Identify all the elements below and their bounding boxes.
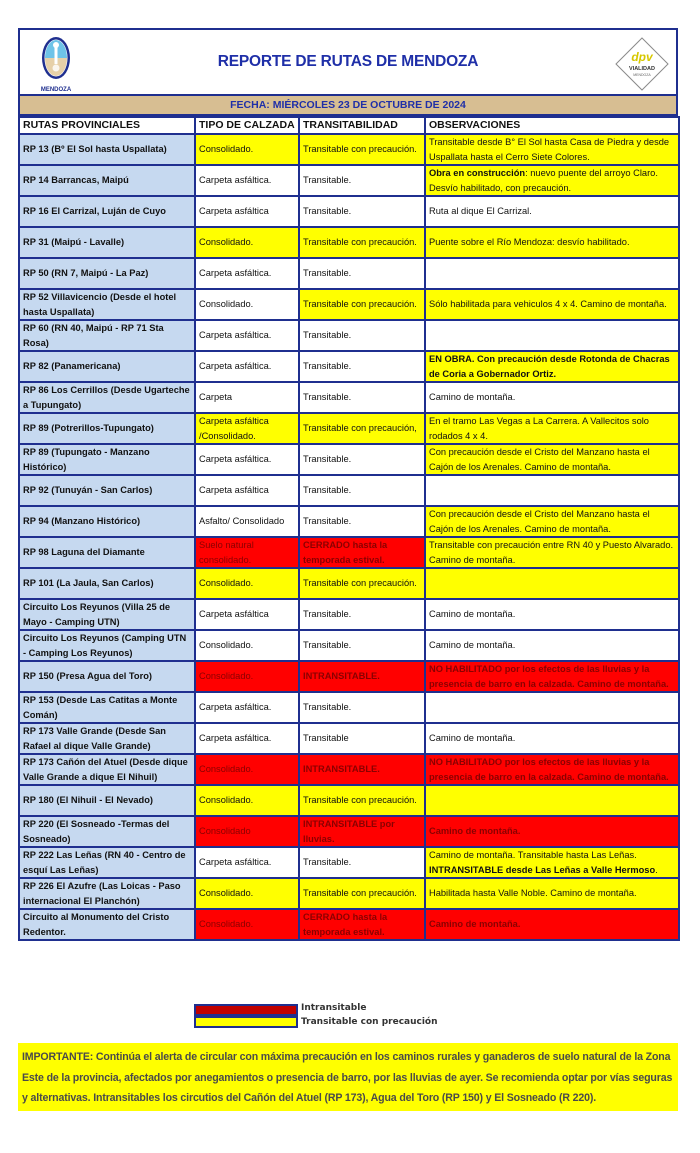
route-name-cell [19, 258, 195, 289]
transitability-status: CERRADO hasta la temporada estival. [303, 540, 388, 565]
observations-cell [425, 227, 679, 258]
observation-highlight: INTRANSITABLE desde Las Leñas a Valle Hermoso [429, 864, 656, 875]
observation-text: Puente sobre el Río Mendoza: desvío habilitado. [429, 237, 630, 248]
legend-label-precaution: Transitable con precaución [301, 1017, 438, 1027]
observation-text: Con precaución desde el Cristo del Manzano hasta el Cajón de los Arenales. Camino de montaña. [429, 447, 650, 472]
observations-cell [425, 847, 679, 878]
observations-cell [425, 599, 679, 630]
route-name-cell [19, 909, 195, 940]
pavement-type: Consolidado [199, 826, 251, 837]
pavement-type-cell [195, 630, 299, 661]
route-name: RP 101 (La Jaula, San Carlos) [23, 578, 154, 589]
route-name-cell [19, 878, 195, 909]
table-row [19, 847, 679, 878]
route-name-cell [19, 754, 195, 785]
report-date: FECHA: MIÉRCOLES 23 DE OCTUBRE DE 2024 [18, 94, 678, 116]
column-header-observations: OBSERVACIONES [425, 117, 679, 134]
observations-cell [425, 506, 679, 537]
table-row [19, 227, 679, 258]
table-row [19, 878, 679, 909]
observations-cell [425, 754, 679, 785]
route-name-cell [19, 134, 195, 165]
table-row [19, 692, 679, 723]
transitability-cell [299, 506, 425, 537]
observations-cell [425, 723, 679, 754]
pavement-type-cell [195, 909, 299, 940]
observation-text: Habilitada hasta Valle Noble. Camino de montaña. [429, 888, 637, 899]
transitability-status: Transitable con precaución. [303, 888, 417, 899]
route-name-cell [19, 692, 195, 723]
table-row [19, 661, 679, 692]
observation-text: Camino de montaña. Transitable hasta Las Leñas. [429, 850, 637, 860]
pavement-type: Consolidado. [199, 764, 254, 775]
observations-cell [425, 661, 679, 692]
observations-cell [425, 816, 679, 847]
observations-cell [425, 382, 679, 413]
observation-text: Camino de montaña. [429, 640, 516, 651]
transitability-cell [299, 785, 425, 816]
table-row [19, 568, 679, 599]
pavement-type-cell [195, 134, 299, 165]
route-name-cell [19, 630, 195, 661]
table-row [19, 165, 679, 196]
route-name-cell [19, 444, 195, 475]
observation-text: Camino de montaña. [429, 733, 516, 744]
route-report-sheet [18, 28, 678, 941]
pavement-type: Consolidado. [199, 671, 254, 682]
route-name: RP 89 (Potrerillos-Tupungato) [23, 423, 154, 434]
route-name: Circuito al Monumento del Cristo Redentor. [23, 912, 170, 937]
transitability-cell [299, 816, 425, 847]
pavement-type: Carpeta asfáltica. [199, 330, 272, 341]
observation-text: Camino de montaña. [429, 392, 516, 403]
pavement-type: Carpeta asfáltica. [199, 702, 272, 713]
pavement-type: Consolidado. [199, 640, 254, 651]
transitability-cell [299, 599, 425, 630]
transitability-status: Transitable. [303, 392, 352, 403]
pavement-type-cell [195, 196, 299, 227]
observations-cell [425, 444, 679, 475]
vialidad-logo-icon [614, 36, 670, 92]
transitability-cell [299, 382, 425, 413]
observation-text: Ruta al dique El Carrizal. [429, 206, 532, 217]
important-notice: IMPORTANTE: Continúa el alerta de circular con máxima precaución en los caminos rurales y ganaderos de suelo natural de la Zona Este de la provincia, afectados por anegamientos o presencia de barro, por las lluvias de ayer. Se recomienda optar por vías seguras y alternativas. Intransitables los circutios del Cañón del Atuel (RP 173), Agua del Toro (RP 150) y El Sosneado (R 220). [18, 1043, 678, 1111]
pavement-type-cell [195, 320, 299, 351]
pavement-type: Consolidado. [199, 578, 254, 589]
pavement-type: Carpeta asfáltica. [199, 454, 272, 465]
routes-table [18, 116, 680, 941]
pavement-type-cell [195, 258, 299, 289]
pavement-type-cell [195, 382, 299, 413]
transitability-cell [299, 537, 425, 568]
transitability-status: Transitable con precaución. [303, 299, 417, 310]
pavement-type: Consolidado. [199, 299, 254, 310]
transitability-cell [299, 134, 425, 165]
route-name-cell [19, 723, 195, 754]
logo-left-label: MENDOZA [40, 87, 72, 93]
table-row [19, 413, 679, 444]
table-row [19, 258, 679, 289]
route-name-cell [19, 847, 195, 878]
pavement-type: Carpeta asfáltica [199, 206, 269, 217]
route-name: RP 173 Valle Grande (Desde San Rafael al dique Valle Grande) [23, 726, 166, 751]
table-row [19, 506, 679, 537]
route-name: RP 82 (Panamericana) [23, 361, 121, 372]
observations-cell [425, 258, 679, 289]
pavement-type-cell [195, 413, 299, 444]
route-name-cell [19, 413, 195, 444]
observations-cell [425, 413, 679, 444]
pavement-type-cell [195, 537, 299, 568]
pavement-type-cell [195, 599, 299, 630]
pavement-type: Carpeta asfáltica. [199, 857, 272, 868]
observations-cell [425, 320, 679, 351]
transitability-cell [299, 909, 425, 940]
transitability-status: Transitable. [303, 454, 352, 465]
pavement-type: Carpeta asfáltica. [199, 268, 272, 279]
column-header-routes: RUTAS PROVINCIALES [19, 117, 195, 134]
observation-text: Con precaución desde el Cristo del Manzano hasta el Cajón de los Arenales. Camino de montaña. [429, 509, 650, 534]
observation-text: Camino de montaña. [429, 609, 516, 620]
route-name: RP 180 (El Nihuil - El Nevado) [23, 795, 154, 806]
transitability-cell [299, 165, 425, 196]
transitability-cell [299, 847, 425, 878]
observations-cell [425, 909, 679, 940]
pavement-type: Carpeta asfáltica. [199, 733, 272, 744]
transitability-status: Transitable con precaución, [303, 423, 417, 434]
observations-cell [425, 289, 679, 320]
table-row [19, 816, 679, 847]
observations-cell [425, 165, 679, 196]
transitability-cell [299, 227, 425, 258]
route-name-cell [19, 537, 195, 568]
pavement-type-cell [195, 723, 299, 754]
transitability-cell [299, 413, 425, 444]
report-header [18, 28, 678, 94]
transitability-cell [299, 723, 425, 754]
pavement-type: Carpeta asfáltica /Consolidado. [199, 416, 269, 441]
pavement-type: Consolidado. [199, 144, 254, 155]
route-name-cell [19, 475, 195, 506]
route-name: RP 92 (Tunuyán - San Carlos) [23, 485, 153, 496]
table-row [19, 382, 679, 413]
pavement-type-cell [195, 785, 299, 816]
transitability-cell [299, 568, 425, 599]
observation-text: En el tramo Las Vegas a La Carrera. A Vallecitos solo rodados 4 x 4. [429, 416, 649, 441]
table-row [19, 320, 679, 351]
route-name-cell [19, 568, 195, 599]
route-name-cell [19, 382, 195, 413]
transitability-status: Transitable con precaución. [303, 237, 417, 248]
transitability-status: Transitable. [303, 485, 352, 496]
observation-highlight: Obra en construcción [429, 168, 526, 178]
route-name: RP 153 (Desde Las Catitas a Monte Comán) [23, 695, 178, 720]
route-name-cell [19, 289, 195, 320]
route-name: RP 222 Las Leñas (RN 40 - Centro de esquí Las Leñas) [23, 850, 186, 875]
observation-text: : nuevo puente del arroyo Claro. Desvío habilitado, con precaución. [429, 168, 658, 193]
table-row [19, 351, 679, 382]
route-name: RP 13 (Bº El Sol hasta Uspallata) [23, 144, 167, 155]
routes-table-body [19, 134, 679, 940]
route-name: RP 16 El Carrizal, Luján de Cuyo [23, 206, 166, 217]
transitability-status: Transitable. [303, 361, 352, 372]
route-name: RP 220 (El Sosneado -Termas del Sosneado) [23, 819, 170, 844]
pavement-type-cell [195, 227, 299, 258]
pavement-type-cell [195, 692, 299, 723]
transitability-status: Transitable. [303, 175, 352, 186]
transitability-status: Transitable con precaución. [303, 144, 417, 155]
transitability-status: Transitable [303, 733, 349, 744]
route-name: RP 173 Cañón del Atuel (Desde dique Valle Grande a dique El Nihuil) [23, 757, 188, 782]
table-row [19, 289, 679, 320]
observation-text: Transitable desde B° El Sol hasta Casa de Piedra y desde Uspallata hasta el Cerro Siete Colores. [429, 137, 670, 162]
logo-right-label: VIALIDAD [629, 66, 655, 72]
route-name: RP 31 (Maipú - Lavalle) [23, 237, 125, 248]
transitability-cell [299, 289, 425, 320]
route-name: RP 52 Villavicencio (Desde el hotel hasta Uspallata) [23, 292, 177, 317]
route-name-cell [19, 351, 195, 382]
transitability-cell [299, 196, 425, 227]
observation-highlight: NO HABILITADO por los efectos de las lluvias y la presencia de barro en la calzada. Camino de montaña. [429, 664, 669, 689]
pavement-type: Carpeta [199, 392, 233, 403]
observation-text: Sólo habilitada para vehiculos 4 x 4. Camino de montaña. [429, 299, 667, 310]
transitability-status: Transitable con precaución. [303, 578, 417, 589]
transitability-cell [299, 878, 425, 909]
transitability-cell [299, 630, 425, 661]
logo-right-sub: MENDOZA [633, 73, 651, 77]
table-row [19, 444, 679, 475]
transitability-cell [299, 661, 425, 692]
observations-cell [425, 196, 679, 227]
route-name-cell [19, 320, 195, 351]
transitability-status: Transitable con precaución. [303, 795, 417, 806]
transitability-status: Transitable. [303, 702, 352, 713]
pavement-type-cell [195, 165, 299, 196]
route-name-cell [19, 599, 195, 630]
route-name: RP 14 Barrancas, Maipú [23, 175, 129, 186]
table-header-row [19, 117, 679, 134]
pavement-type-cell [195, 816, 299, 847]
route-name: RP 98 Laguna del Diamante [23, 547, 145, 558]
legend-swatch-precaution [194, 1016, 298, 1028]
column-header-transitability: TRANSITABILIDAD [299, 117, 425, 134]
route-name: Circuito Los Reyunos (Villa 25 de Mayo - Camping UTN) [23, 602, 171, 627]
route-name: RP 89 (Tupungato - Manzano Histórico) [23, 447, 150, 472]
table-row [19, 785, 679, 816]
observations-cell [425, 878, 679, 909]
report-title: REPORTE DE RUTAS DE MENDOZA [217, 53, 479, 70]
route-name: RP 86 Los Cerrillos (Desde Ugarteche a Tupungato) [23, 385, 190, 410]
legend-swatch-intransitable [194, 1004, 298, 1016]
observation-highlight: EN OBRA. Con precaución desde Rotonda de Chacras de Coria a Gobernador Ortiz. [429, 354, 670, 379]
pavement-type-cell [195, 878, 299, 909]
pavement-type: Carpeta asfáltica [199, 485, 269, 496]
transitability-cell [299, 475, 425, 506]
pavement-type: Consolidado. [199, 919, 254, 930]
table-row [19, 630, 679, 661]
route-name: RP 60 (RN 40, Maipú - RP 71 Sta Rosa) [23, 323, 164, 348]
transitability-status: Transitable. [303, 516, 352, 527]
transitability-status: INTRANSITABLE por lluvias. [303, 819, 395, 844]
transitability-cell [299, 351, 425, 382]
pavement-type: Suelo natural consolidado. [199, 540, 254, 565]
table-row [19, 134, 679, 165]
pavement-type: Carpeta asfáltica. [199, 361, 272, 372]
table-row [19, 475, 679, 506]
table-row [19, 754, 679, 785]
route-name: RP 94 (Manzano Histórico) [23, 516, 141, 527]
observations-cell [425, 630, 679, 661]
observation-highlight: NO HABILITADO por los efectos de las lluvias y la presencia de barro en la calzada. Camino de montaña. [429, 757, 669, 782]
route-name-cell [19, 165, 195, 196]
route-name-cell [19, 785, 195, 816]
transitability-status: CERRADO hasta la temporada estival. [303, 912, 388, 937]
observation-text: . [655, 864, 658, 875]
table-row [19, 599, 679, 630]
transitability-cell [299, 754, 425, 785]
transitability-status: Transitable. [303, 330, 352, 341]
pavement-type-cell [195, 475, 299, 506]
observation-highlight: Camino de montaña. [429, 919, 521, 930]
pavement-type-cell [195, 444, 299, 475]
pavement-type: Asfalto/ Consolidado [199, 516, 285, 527]
pavement-type: Carpeta asfáltica [199, 609, 269, 620]
transitability-status: INTRANSITABLE. [303, 671, 380, 682]
pavement-type-cell [195, 754, 299, 785]
route-name-cell [19, 227, 195, 258]
table-row [19, 537, 679, 568]
color-legend [194, 1003, 504, 1033]
transitability-status: Transitable. [303, 206, 352, 217]
observation-highlight: Camino de montaña. [429, 826, 521, 837]
pavement-type: Consolidado. [199, 795, 254, 806]
observations-cell [425, 537, 679, 568]
pavement-type-cell [195, 289, 299, 320]
table-row [19, 909, 679, 940]
transitability-status: Transitable. [303, 857, 352, 868]
transitability-cell [299, 258, 425, 289]
pavement-type-cell [195, 847, 299, 878]
column-header-pavement: TIPO DE CALZADA [195, 117, 299, 134]
transitability-status: Transitable. [303, 268, 352, 279]
table-row [19, 723, 679, 754]
observations-cell [425, 134, 679, 165]
route-name: RP 50 (RN 7, Maipú - La Paz) [23, 268, 149, 279]
pavement-type: Consolidado. [199, 237, 254, 248]
pavement-type-cell [195, 506, 299, 537]
transitability-status: Transitable. [303, 640, 352, 651]
route-name: Circuito Los Reyunos (Camping UTN - Camping Los Reyunos) [23, 633, 187, 658]
observations-cell [425, 475, 679, 506]
transitability-status: INTRANSITABLE. [303, 764, 380, 775]
legend-label-intransitable: Intransitable [301, 1003, 367, 1013]
observations-cell [425, 568, 679, 599]
route-name-cell [19, 506, 195, 537]
pavement-type-cell [195, 568, 299, 599]
route-name-cell [19, 816, 195, 847]
transitability-cell [299, 444, 425, 475]
pavement-type-cell [195, 661, 299, 692]
transitability-cell [299, 320, 425, 351]
transitability-cell [299, 692, 425, 723]
logo-right-mark: dpv [631, 50, 653, 64]
route-name-cell [19, 196, 195, 227]
pavement-type: Carpeta asfáltica. [199, 175, 272, 186]
observations-cell [425, 692, 679, 723]
route-name: RP 150 (Presa Agua del Toro) [23, 671, 152, 682]
observations-cell [425, 351, 679, 382]
observations-cell [425, 785, 679, 816]
pavement-type-cell [195, 351, 299, 382]
observation-text: Transitable con precaución entre RN 40 y Puesto Alvarado. Camino de montaña. [429, 540, 674, 565]
route-name: RP 226 El Azufre (Las Loicas - Paso internacional El Planchón) [23, 881, 181, 906]
pavement-type: Consolidado. [199, 888, 254, 899]
route-name-cell [19, 661, 195, 692]
table-row [19, 196, 679, 227]
transitability-status: Transitable. [303, 609, 352, 620]
